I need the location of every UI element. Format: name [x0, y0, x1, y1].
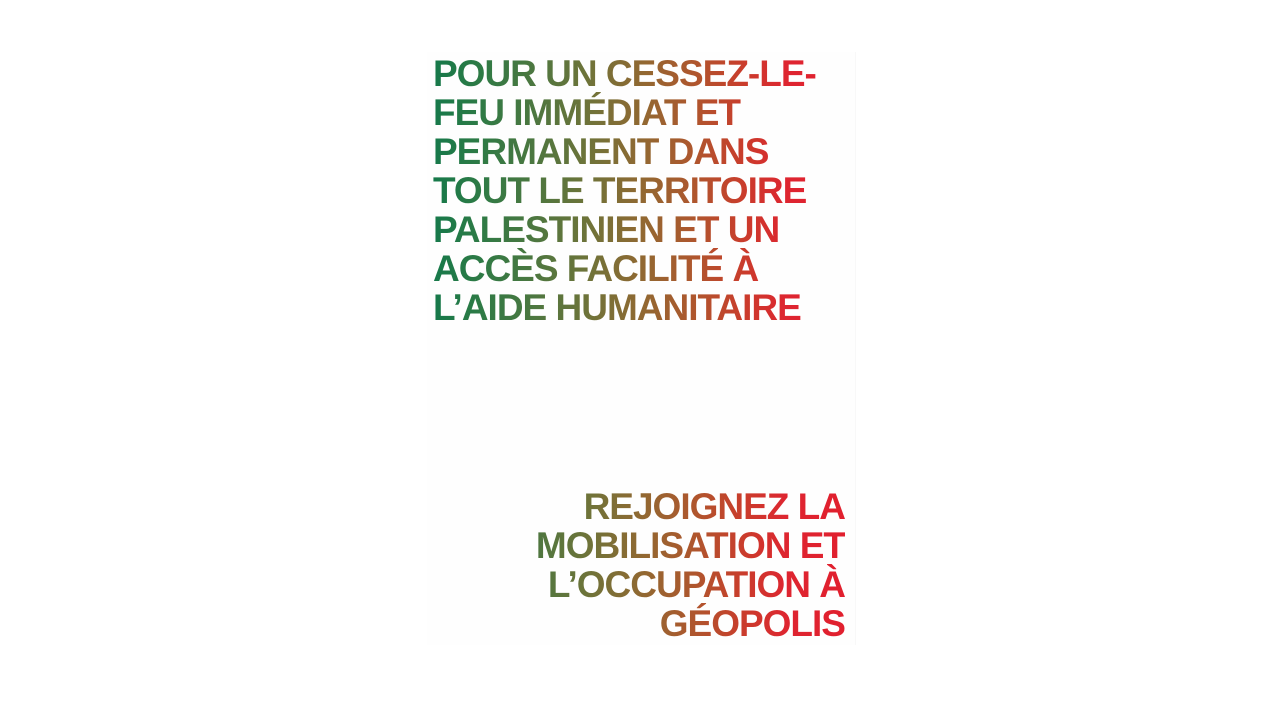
statement-line: PALESTINIEN ET UN [433, 209, 780, 250]
statement-line: TOUT LE TERRITOIRE [433, 170, 807, 211]
statement-line: PERMANENT DANS [433, 131, 769, 172]
call-line: REJOIGNEZ LA [583, 486, 845, 527]
mobilization-call [433, 487, 845, 643]
call-line: GÉOPOLIS [659, 603, 845, 644]
statement-line: L’AIDE HUMANITAIRE [433, 287, 801, 328]
statement-line: POUR UN CESSEZ-LE- [433, 53, 816, 94]
call-line: MOBILISATION ET [535, 525, 845, 566]
ceasefire-statement [433, 54, 845, 327]
statement-line: ACCÈS FACILITÉ À [433, 248, 759, 289]
call-line: L’OCCUPATION À [547, 564, 845, 605]
poster-headline [433, 54, 845, 643]
statement-line: FEU IMMÉDIAT ET [433, 92, 741, 133]
